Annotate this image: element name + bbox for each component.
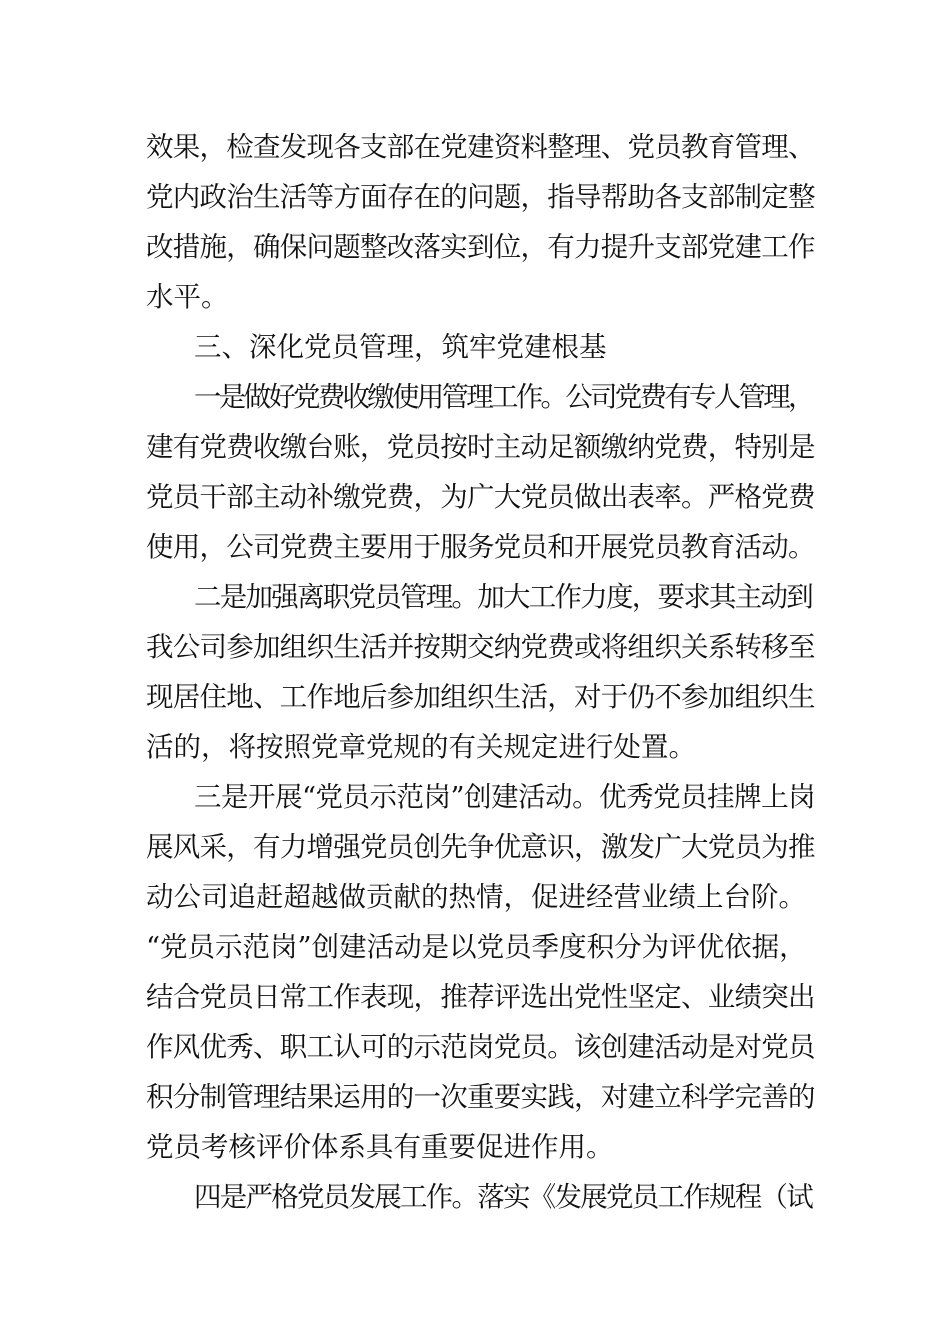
document-body [146,122,816,1222]
text-line: 结合党员日常工作表现，推荐评选出党性坚定、业绩突出 [146,981,815,1013]
text-line: 动公司追赶超越做贡献的热情，促进经营业绩上台阶。 [146,881,806,913]
text-line: 建有党费收缴台账，党员按时主动足额缴纳党费，特别是 [146,431,815,463]
text-line: 四是严格党员发展工作。落实《发展党员工作规程（试 [194,1181,812,1213]
text-line: “党员示范岗”创建活动是以党员季度积分为评优依据， [146,931,807,963]
text-line: 三是开展“党员示范岗”创建活动。优秀党员挂牌上岗 [194,781,816,813]
text-line: 一是做好党费收缴使用管理工作。公司党费有专人管理， [194,381,813,413]
text-line: 积分制管理结果运用的一次重要实践，对建立科学完善的 [146,1081,815,1113]
text-line: 我公司参加组织生活并按期交纳党费或将组织关系转移至 [146,631,815,663]
text-line: 党内政治生活等方面存在的问题，指导帮助各支部制定整 [146,181,815,213]
text-line: 水平。 [146,281,229,313]
text-line: 效果，检查发现各支部在党建资料整理、党员教育管理、 [146,131,815,163]
text-line: 活的，将按照党章党规的有关规定进行处置。 [146,731,696,763]
text-line: 使用，公司党费主要用于服务党员和开展党员教育活动。 [146,531,815,563]
text-line: 党员干部主动补缴党费，为广大党员做出表率。严格党费 [146,481,815,513]
text-line: 现居住地、工作地后参加组织生活，对于仍不参加组织生 [146,681,815,713]
section-heading: 三、深化党员管理，筑牢党建根基 [194,331,607,363]
text-line: 作风优秀、职工认可的示范岗党员。该创建活动是对党员 [146,1031,815,1063]
text-line: 二是加强离职党员管理。加大工作力度，要求其主动到 [194,581,812,613]
text-line: 展风采，有力增强党员创先争优意识，激发广大党员为推 [146,831,815,863]
text-line: 改措施，确保问题整改落实到位，有力提升支部党建工作 [146,231,815,263]
text-line: 党员考核评价体系具有重要促进作用。 [146,1131,614,1163]
